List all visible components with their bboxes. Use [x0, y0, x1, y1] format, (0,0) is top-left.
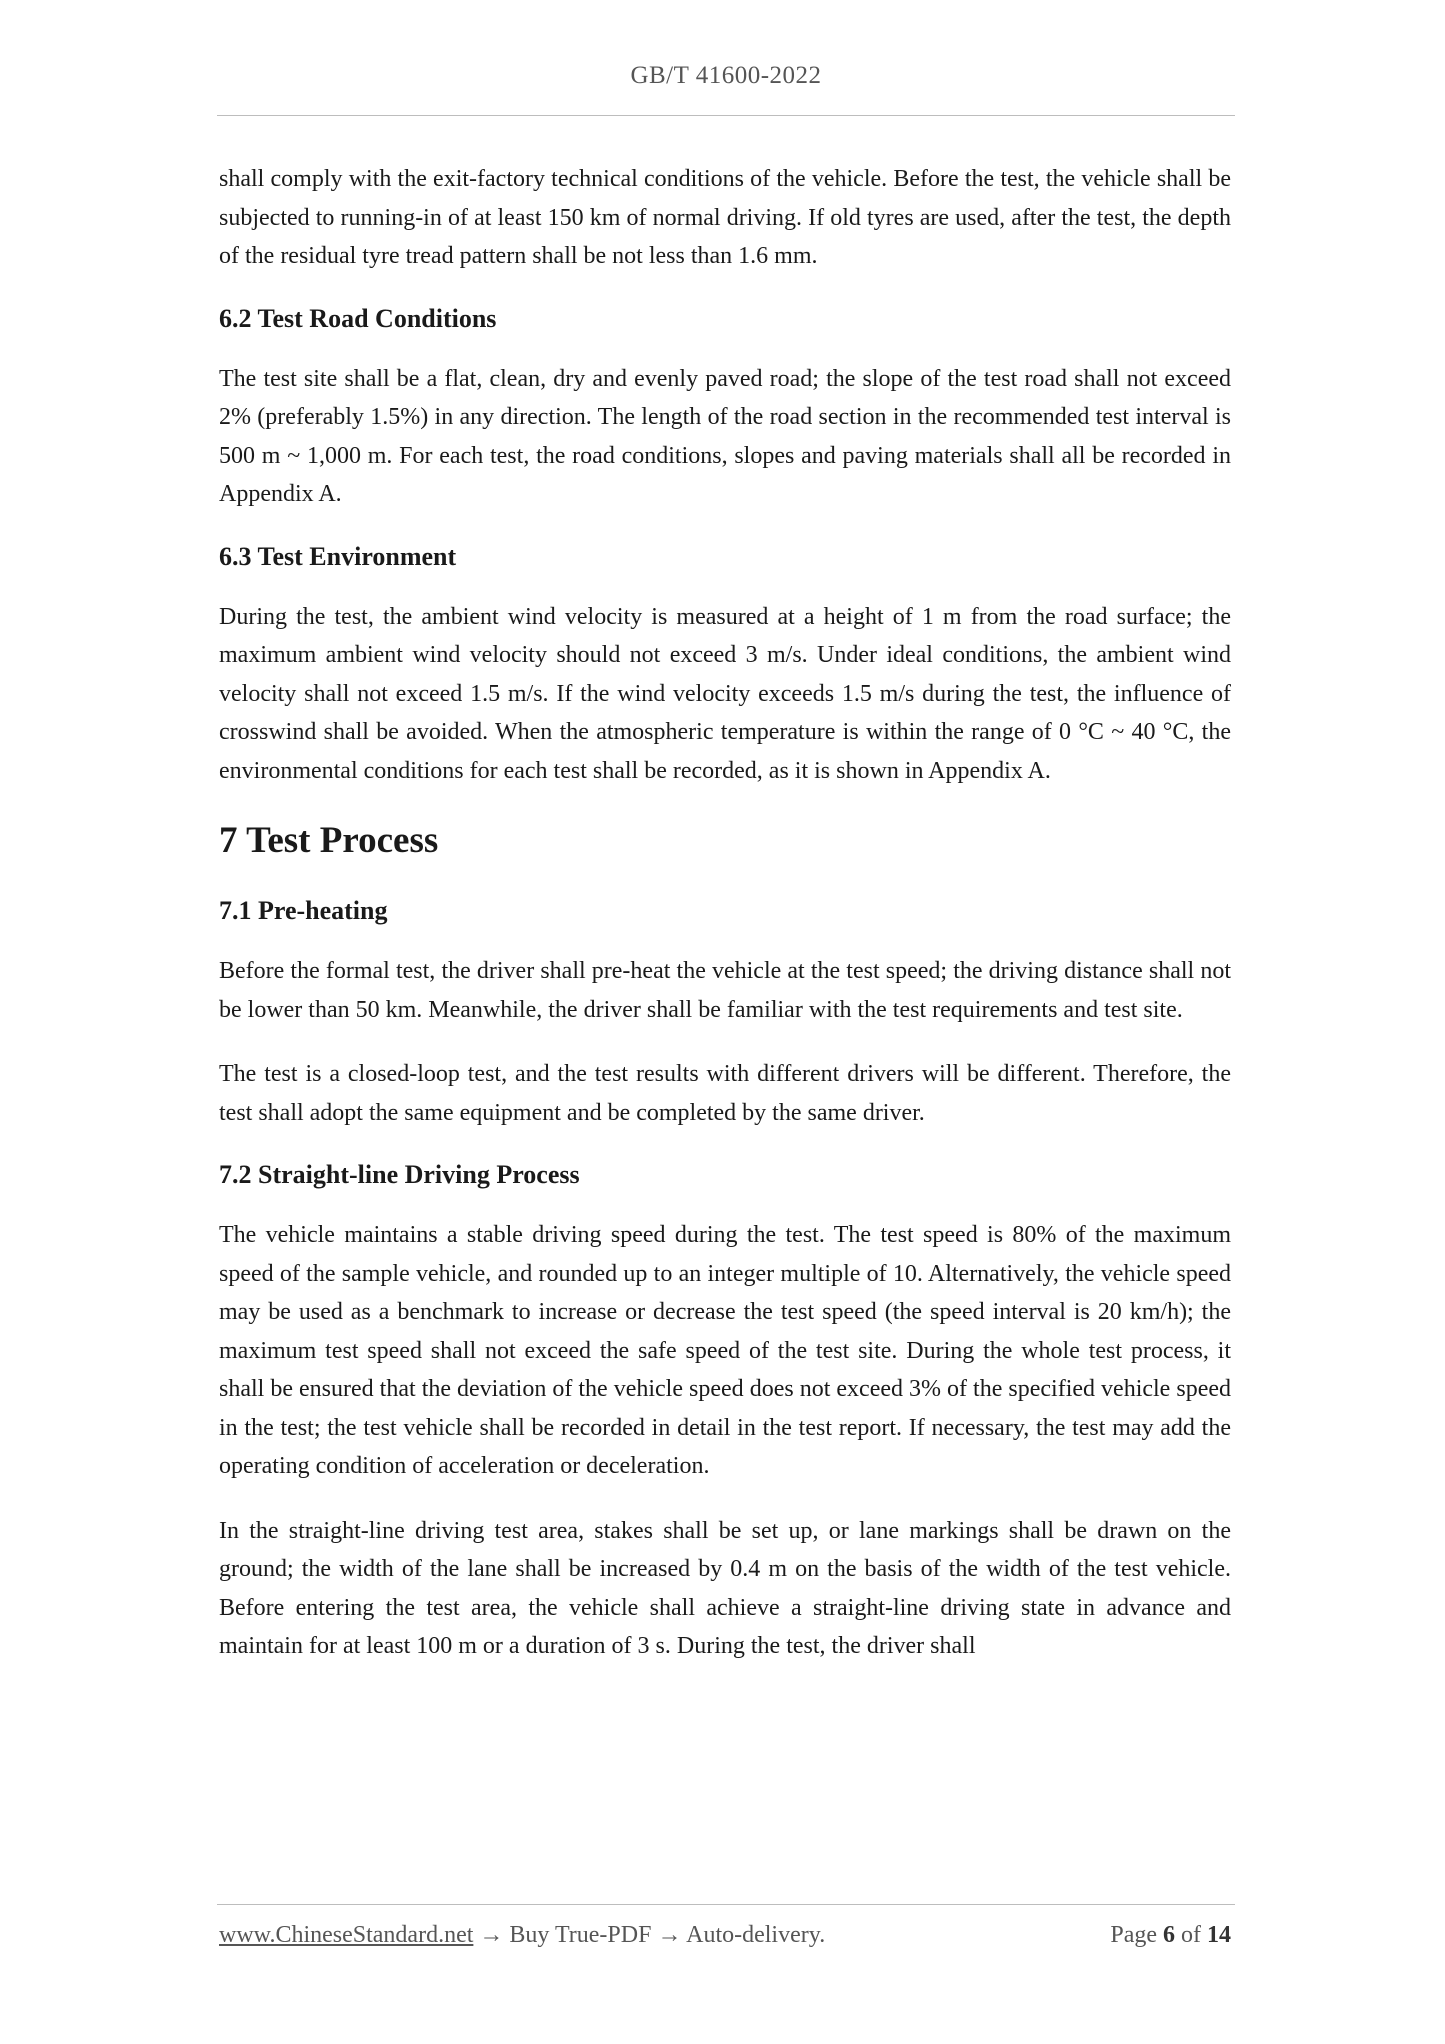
footer-divider: [217, 1904, 1235, 1905]
page-footer: [219, 1922, 1231, 1949]
header-divider: [217, 115, 1235, 116]
section-heading-7-1: 7.1 Pre-heating: [219, 896, 388, 925]
paragraph-6-2-road-conditions: The test site shall be a flat, clean, dry and evenly paved road; the slope of the test road shall not exceed 2% (preferably 1.5%) in any direction. The length of the road section in the recommended test interval is 500 m ~ 1,000 m. For each test, the road conditions, slopes and paving materials shall all be recorded in Appendix A.: [219, 365, 1231, 507]
page-word: Page: [1110, 1922, 1157, 1948]
of-word: of: [1181, 1922, 1201, 1948]
paragraph-7-1-closed-loop: The test is a closed-loop test, and the test results with different drivers will be different. Therefore, the test shall adopt the same equipment and be completed by the same driver.: [219, 1061, 1231, 1126]
chapter-heading-7: 7 Test Process: [219, 820, 439, 861]
document-body: [219, 160, 1231, 1692]
section-heading-6-3: 6.3 Test Environment: [219, 541, 457, 571]
section-heading-7-2: 7.2 Straight-line Driving Process: [219, 1160, 580, 1189]
section-heading-6-2: 6.2 Test Road Conditions: [219, 303, 497, 333]
paragraph-7-1-preheating: Before the formal test, the driver shall pre-heat the vehicle at the test speed; the driving distance shall not be lower than 50 km. Meanwhile, the driver shall be familiar with the test requirements and test site.: [219, 958, 1231, 1023]
footer-promo-text: → Buy True-PDF → Auto-delivery.: [473, 1922, 826, 1948]
paragraph-7-2-test-area: In the straight-line driving test area, stakes shall be set up, or lane markings shall be drawn on the ground; the width of the lane shall be increased by 0.4 m on the basis of the width of the test vehicle. Before entering the test area, the vehicle shall achieve a straight-line driving state in advance and maintain for at least 100 m or a duration of 3 s. During the test, the driver shall: [219, 1517, 1231, 1659]
page-current: 6: [1163, 1922, 1175, 1948]
page-total: 14: [1207, 1922, 1231, 1948]
chinesestandard-link[interactable]: www.ChineseStandard.net: [219, 1922, 474, 1948]
paragraph-6-3-environment: During the test, the ambient wind velocity is measured at a height of 1 m from the road surface; the maximum ambient wind velocity should not exceed 3 m/s. Under ideal conditions, the ambient wind velocity shall not exceed 1.5 m/s. If the wind velocity exceeds 1.5 m/s during the test, the influence of crosswind shall be avoided. When the atmospheric temperature is within the range of 0 °C ~ 40 °C, the environmental conditions for each test shall be recorded, as it is shown in Appendix A.: [219, 603, 1231, 784]
page-number: [1110, 1922, 1231, 1949]
paragraph-continued: shall comply with the exit-factory technical conditions of the vehicle. Before the test, the vehicle shall be subjected to running-in of at least 150 km of normal driving. If old tyres are used, after the test, the depth of the residual tyre tread pattern shall be not less than 1.6 mm.: [219, 166, 1231, 269]
page-header-standard-code: GB/T 41600-2022: [630, 62, 822, 89]
footer-promo: [219, 1922, 825, 1949]
paragraph-7-2-speed: The vehicle maintains a stable driving speed during the test. The test speed is 80% of the maximum speed of the sample vehicle, and rounded up to an integer multiple of 10. Alternatively, the vehicle speed may be used as a benchmark to increase or decrease the test speed (the speed interval is 20 km/h); the maximum test speed shall not exceed the safe speed of the test site. During the whole test process, it shall be ensured that the deviation of the vehicle speed does not exceed 3% of the specified vehicle speed in the test; the test vehicle shall be recorded in detail in the test report. If necessary, the test may add the operating condition of acceleration or deceleration.: [219, 1222, 1231, 1479]
